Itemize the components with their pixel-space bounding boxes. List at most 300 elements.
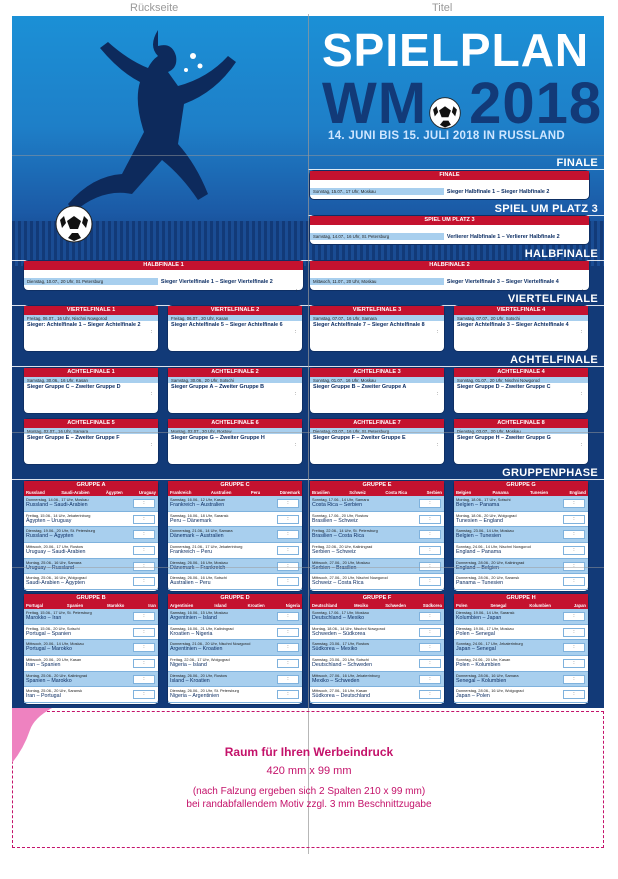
match-info: Samstag, 14.07., 16 Uhr, St. Petersburg: [310, 233, 444, 240]
fold-line: [12, 155, 604, 156]
match-teams: Russland – Ägypten: [26, 533, 74, 540]
group-team: Mexiko: [354, 603, 369, 608]
group-match-row: [168, 609, 302, 625]
score-field[interactable]: :: [419, 515, 441, 524]
match-teams: Portugal – Spanien: [26, 630, 72, 637]
match-info: Dienstag, 26.06., 16 Uhr, Sotschi: [170, 575, 227, 581]
group-team-list: [454, 489, 588, 496]
card-header: ACHTELFINALE 1: [24, 368, 158, 377]
score-field[interactable]: :: [133, 659, 155, 668]
group-team: Brasilien: [312, 490, 330, 495]
match-teams: Japan – Senegal: [456, 646, 496, 653]
match-info: Samstag, 16.06., 12 Uhr, Kasan: [170, 497, 226, 502]
score-field[interactable]: :: [133, 675, 155, 684]
group-card: [310, 594, 444, 704]
score-field[interactable]: :: [133, 499, 155, 508]
score-field[interactable]: :: [563, 628, 585, 637]
match-info: Samstag, 16.06., 18 Uhr, Saransk: [170, 512, 229, 518]
advertising-title: Raum für Ihren Werbeindruck: [224, 745, 394, 759]
score-field[interactable]: :: [150, 391, 152, 397]
group-card: [454, 594, 588, 704]
match-info: Montag, 25.06., 20 Uhr, Saransk: [26, 688, 83, 694]
group-team: Panama: [492, 490, 509, 495]
match-info: Mittwoch, 27.06., 20 Uhr, Nischni Nowgorod: [312, 575, 388, 581]
card-header: ACHTELFINALE 8: [454, 419, 588, 428]
match-info: Samstag, 23.06., 20 Uhr, Sotschi: [312, 657, 369, 663]
score-field[interactable]: :: [419, 690, 441, 699]
match-teams: Saudi-Arabien – Ägypten: [26, 580, 85, 587]
section-finale: FINALE: [556, 157, 598, 169]
match-info: Sonntag, 17.06., 14 Uhr, Samara: [312, 497, 369, 502]
match-teams: Russland – Saudi-Arabien: [26, 502, 88, 508]
match-info: Freitag, 06.07., 16 Uhr, Nischni Nowgorod: [24, 315, 158, 321]
group-match-row: [310, 609, 444, 625]
group-match-row: [24, 574, 158, 590]
match-card-achtelfinale-6: [168, 419, 302, 464]
group-team: Peru: [250, 490, 261, 495]
group-card: [310, 481, 444, 591]
match-teams: Sieger Gruppe F – Zweiter Gruppe E: [313, 435, 406, 441]
section-platz3: SPIEL UM PLATZ 3: [494, 203, 598, 215]
group-team: Ägypten: [105, 490, 123, 495]
match-teams: Deutschland – Schweden: [312, 662, 373, 669]
group-team: Spanien: [66, 603, 84, 608]
title-football-icon: [428, 96, 462, 130]
score-field[interactable]: :: [133, 515, 155, 524]
group-team: Argentinien: [170, 603, 194, 608]
card-header: ACHTELFINALE 7: [310, 419, 444, 428]
match-teams: Serbien – Schweiz: [312, 549, 356, 556]
match-teams: Marokko – Iran: [26, 615, 62, 621]
match-info: Donnerstag, 28.06., 20 Uhr, Saransk: [456, 575, 520, 581]
group-match-row: [310, 625, 444, 641]
score-field[interactable]: :: [436, 329, 438, 335]
card-header: VIERTELFINALE 3: [310, 306, 444, 315]
score-field[interactable]: :: [133, 546, 155, 555]
match-teams: Sieger Viertelfinale 1 – Sieger Viertelfinale 2: [160, 279, 273, 285]
match-teams: Sieger: Achtelfinale 1 – Sieger Achtelfinale 2: [27, 322, 141, 328]
group-team: Costa Rica: [385, 490, 408, 495]
group-team: Island: [214, 603, 227, 608]
match-info: Dienstag, 10.07., 20 Uhr, St. Petersburg: [24, 278, 158, 285]
match-teams: Sieger Achtelfinale 3 – Sieger Achtelfinale 4: [457, 322, 569, 328]
match-teams: Schweden – Südkorea: [312, 630, 366, 637]
score-field[interactable]: :: [150, 329, 152, 335]
match-teams: Brasilien – Schweiz: [312, 517, 358, 524]
score-field[interactable]: :: [419, 499, 441, 508]
section-viertelfinale: VIERTELFINALE: [507, 293, 598, 305]
match-info: Freitag, 15.06., 14 Uhr, Jekaterinburg: [26, 512, 91, 518]
match-info: Dienstag, 26.06., 20 Uhr, St. Petersburg: [170, 688, 239, 694]
match-info: Montag, 18.06., 14 Uhr, Nischni Nowgorod: [312, 625, 386, 631]
card-header: SPIEL UM PLATZ 3: [310, 216, 589, 225]
score-field[interactable]: :: [277, 562, 299, 571]
group-team: Polen: [456, 603, 468, 608]
fold-line: [12, 567, 604, 568]
card-header: ACHTELFINALE 5: [24, 419, 158, 428]
card-header: FINALE: [310, 171, 589, 180]
score-field[interactable]: :: [563, 499, 585, 508]
match-info: Donnerstag, 21.06., 20 Uhr, Nischni Nowgorod: [170, 641, 251, 647]
group-team: Serbien: [426, 490, 442, 495]
score-field[interactable]: :: [419, 562, 441, 571]
group-team: Südkorea: [422, 603, 442, 608]
match-teams: Argentinien – Kroatien: [170, 646, 223, 653]
match-info: Mittwoch, 20.06., 14 Uhr, Moskau: [26, 641, 84, 647]
match-info: Sonntag, 01.07., 16 Uhr, Moskau: [310, 377, 444, 383]
group-header: GRUPPE A: [24, 481, 158, 489]
match-teams: Sieger Gruppe D – Zweiter Gruppe C: [457, 384, 551, 390]
match-teams: Dänemark – Australien: [170, 533, 224, 540]
group-team: Iran: [148, 603, 156, 608]
group-team: Kroatien: [247, 603, 265, 608]
score-field[interactable]: :: [419, 675, 441, 684]
match-info: Freitag, 22.06., 20 Uhr, Kaliningrad: [312, 544, 373, 550]
group-team-list: [310, 489, 444, 496]
score-field[interactable]: :: [277, 530, 299, 539]
score-field[interactable]: :: [580, 391, 582, 397]
football-icon: [54, 204, 94, 244]
card-header: VIERTELFINALE 2: [168, 306, 302, 315]
group-team-list: [168, 489, 302, 496]
group-header: GRUPPE E: [310, 481, 444, 489]
score-field[interactable]: :: [580, 329, 582, 335]
group-team-list: [454, 602, 588, 609]
group-match-row: [310, 656, 444, 672]
score-field[interactable]: :: [295, 288, 297, 294]
group-team: Belgien: [456, 490, 472, 495]
match-card-achtelfinale-4: [454, 368, 588, 413]
group-match-row: [24, 496, 158, 512]
group-team: Senegal: [490, 603, 507, 608]
match-teams: Argentinien – Island: [170, 615, 217, 621]
match-info: Mittwoch, 27.06., 16 Uhr, Kasan: [312, 688, 368, 694]
label-back: Rückseite: [130, 2, 179, 14]
score-field[interactable]: :: [133, 562, 155, 571]
group-team-list: [24, 489, 158, 496]
match-card-viertelfinale-4: [454, 306, 588, 351]
group-match-row: [24, 609, 158, 625]
match-teams: Sieger Gruppe C – Zweiter Gruppe D: [27, 384, 121, 390]
group-match-row: [168, 574, 302, 590]
group-match-row: [310, 496, 444, 512]
group-match-row: [454, 609, 588, 625]
score-field[interactable]: :: [419, 643, 441, 652]
match-card-halbfinale-2: [310, 261, 589, 294]
group-header: GRUPPE F: [310, 594, 444, 602]
group-match-row: [310, 527, 444, 543]
match-info: Donnerstag, 28.06., 16 Uhr, Wolgograd: [456, 688, 524, 694]
score-field[interactable]: :: [294, 442, 296, 448]
group-match-row: [24, 656, 158, 672]
match-card-viertelfinale-1: [24, 306, 158, 351]
score-field[interactable]: :: [277, 628, 299, 637]
group-team: Japan: [573, 603, 586, 608]
match-info: Freitag, 15.06., 20 Uhr, Sotschi: [26, 625, 80, 631]
score-field[interactable]: :: [277, 577, 299, 586]
match-teams: Senegal – Kolumbien: [456, 677, 507, 684]
match-info: Montag, 18.06., 17 Uhr, Sotschi: [456, 497, 511, 502]
match-info: Samstag, 23.06., 14 Uhr, Moskau: [456, 528, 514, 534]
group-match-row: [168, 496, 302, 512]
group-team-list: [168, 602, 302, 609]
group-match-row: [24, 543, 158, 559]
match-info: Donnerstag, 28.06., 16 Uhr, Samara: [456, 672, 519, 678]
score-field[interactable]: :: [277, 499, 299, 508]
score-field[interactable]: :: [419, 546, 441, 555]
score-field[interactable]: :: [563, 675, 585, 684]
score-field[interactable]: :: [294, 329, 296, 335]
match-info: Sonntag, 17.06., 20 Uhr, Rostow: [312, 512, 369, 518]
score-field[interactable]: :: [563, 612, 585, 621]
group-match-row: [168, 543, 302, 559]
group-card: [168, 594, 302, 704]
section-halbfinale: HALBFINALE: [524, 248, 598, 260]
match-info: Freitag, 15.06., 17 Uhr, St. Petersburg: [26, 610, 92, 615]
score-field[interactable]: :: [133, 577, 155, 586]
match-info: Montag, 18.06., 20 Uhr, Wolgograd: [456, 512, 517, 518]
match-info: Donnerstag, 21.06., 14 Uhr, Samara: [170, 528, 233, 534]
group-header: GRUPPE H: [454, 594, 588, 602]
match-teams: Deutschland – Mexiko: [312, 615, 365, 621]
score-field[interactable]: :: [419, 659, 441, 668]
group-header: GRUPPE D: [168, 594, 302, 602]
group-team: Schweden: [385, 603, 406, 608]
match-info: Mittwoch, 20.06., 20 Uhr, Kasan: [26, 657, 82, 663]
match-teams: Verlierer Halbfinale 1 – Verlierer Halbfinale 2: [446, 234, 560, 240]
match-teams: Costa Rica – Serbien: [312, 502, 363, 508]
group-match-row: [454, 687, 588, 703]
match-info: Samstag, 23.06., 17 Uhr, Rostow: [312, 641, 370, 647]
match-info: Dienstag, 26.06., 16 Uhr, Moskau: [170, 559, 228, 565]
match-info: Samstag, 07.07., 20 Uhr, Sotschi: [454, 315, 588, 321]
group-header: GRUPPE C: [168, 481, 302, 489]
group-team: Kolumbien: [529, 603, 551, 608]
match-card-achtelfinale-2: [168, 368, 302, 413]
group-card: [168, 481, 302, 591]
match-teams: Polen – Senegal: [456, 630, 495, 637]
match-teams: Spanien – Marokko: [26, 677, 72, 684]
match-teams: Mexiko – Schweden: [312, 677, 360, 684]
group-match-row: [454, 527, 588, 543]
match-teams: Sieger Achtelfinale 5 – Sieger Achtelfinale 6: [171, 322, 283, 328]
match-info: Mittwoch, 27.06., 20 Uhr, Moskau: [312, 559, 370, 565]
group-team-list: [24, 602, 158, 609]
score-field[interactable]: :: [419, 612, 441, 621]
match-info: Sonntag, 24.06., 17 Uhr, Jekaterinburg: [456, 641, 523, 647]
match-teams: Frankreich – Peru: [170, 549, 213, 556]
match-info: Samstag, 30.06., 20 Uhr, Sotschi: [168, 377, 302, 383]
match-card-viertelfinale-2: [168, 306, 302, 351]
group-match-row: [454, 656, 588, 672]
score-field[interactable]: :: [419, 577, 441, 586]
group-card: [454, 481, 588, 591]
group-team: Schweiz: [349, 490, 366, 495]
match-info: Montag, 25.06., 16 Uhr, Wolgograd: [26, 575, 87, 581]
group-match-row: [168, 512, 302, 528]
match-card-achtelfinale-8: [454, 419, 588, 464]
group-match-row: [24, 527, 158, 543]
group-team: Nigeria: [285, 603, 300, 608]
match-info: Samstag, 16.06., 21 Uhr, Kaliningrad: [170, 625, 234, 631]
match-info: Sonntag, 01.07., 20 Uhr, Nischni Nowgorod: [454, 377, 588, 383]
match-teams: Südkorea – Mexiko: [312, 646, 358, 653]
match-teams: Polen – Kolumbien: [456, 662, 501, 669]
score-field[interactable]: :: [581, 198, 583, 204]
score-field[interactable]: :: [133, 690, 155, 699]
group-match-row: [310, 512, 444, 528]
advertising-note: (nach Falzung ergeben sich 2 Spalten 210 x 99 mm): [192, 786, 426, 797]
match-teams: Frankreich – Australien: [170, 502, 225, 508]
group-match-row: [454, 512, 588, 528]
score-field[interactable]: :: [277, 675, 299, 684]
match-info: Mittwoch, 27.06., 16 Uhr, Jekaterinburg: [312, 672, 380, 678]
score-field[interactable]: :: [563, 659, 585, 668]
match-teams: Sieger Viertelfinale 3 – Sieger Viertelfinale 4: [446, 279, 559, 285]
score-field[interactable]: :: [133, 612, 155, 621]
group-team-list: [310, 602, 444, 609]
group-match-row: [454, 574, 588, 590]
group-match-row: [168, 625, 302, 641]
group-match-row: [168, 640, 302, 656]
group-team: Marokko: [107, 603, 125, 608]
match-teams: Kroatien – Nigeria: [170, 630, 213, 637]
score-field[interactable]: :: [133, 643, 155, 652]
match-info: Sonntag, 24.06., 14 Uhr, Nischni Nowgorod: [456, 544, 531, 550]
group-match-row: [454, 625, 588, 641]
match-info: Sonntag, 24.06., 20 Uhr, Kasan: [456, 657, 511, 663]
score-field[interactable]: :: [419, 530, 441, 539]
group-match-row: [24, 625, 158, 641]
score-field[interactable]: :: [133, 530, 155, 539]
group-match-row: [310, 640, 444, 656]
group-match-row: [454, 672, 588, 688]
card-header: ACHTELFINALE 2: [168, 368, 302, 377]
score-field[interactable]: :: [563, 546, 585, 555]
score-field[interactable]: :: [563, 515, 585, 524]
score-field[interactable]: :: [581, 288, 583, 294]
match-teams: Sieger Gruppe E – Zweiter Gruppe F: [27, 435, 120, 441]
group-team: Deutschland: [312, 603, 338, 608]
section-gruppenphase: GRUPPENPHASE: [502, 467, 598, 479]
group-match-row: [168, 687, 302, 703]
group-match-row: [24, 672, 158, 688]
score-field[interactable]: :: [436, 442, 438, 448]
match-teams: Belgien – Tunesien: [456, 533, 502, 540]
group-team: Saudi-Arabien: [61, 490, 90, 495]
group-match-row: [168, 656, 302, 672]
group-header: GRUPPE B: [24, 594, 158, 602]
match-info: Mittwoch, 11.07., 20 Uhr, Moskau: [310, 278, 444, 285]
advertising-note: bei randabfallendem Motiv zzgl. 3 mm Beschnittzugabe: [186, 799, 432, 810]
match-card-achtelfinale-1: [24, 368, 158, 413]
match-card-halbfinale-1: [24, 261, 303, 294]
match-teams: Sieger Gruppe G – Zweiter Gruppe H: [171, 435, 265, 441]
match-teams: Schweiz – Costa Rica: [312, 580, 364, 587]
score-field[interactable]: :: [277, 643, 299, 652]
match-card-viertelfinale-3: [310, 306, 444, 351]
match-info: Donnerstag, 28.06., 20 Uhr, Kaliningrad: [456, 559, 525, 565]
match-teams: Südkorea – Deutschland: [312, 693, 371, 700]
match-card-achtelfinale-5: [24, 419, 158, 464]
score-field[interactable]: :: [277, 612, 299, 621]
score-field[interactable]: :: [563, 562, 585, 571]
match-info: Mittwoch, 20.06., 17 Uhr, Rostow: [26, 544, 84, 550]
label-front: Titel: [432, 2, 453, 14]
match-teams: Sieger Gruppe B – Zweiter Gruppe A: [313, 384, 407, 390]
score-field[interactable]: :: [419, 628, 441, 637]
group-team: Tunesien: [529, 490, 549, 495]
score-field[interactable]: :: [563, 690, 585, 699]
match-teams: Nigeria – Argentinien: [170, 693, 220, 700]
group-match-row: [24, 512, 158, 528]
group-team: Russland: [26, 490, 45, 495]
group-card: [24, 594, 158, 704]
group-match-row: [454, 496, 588, 512]
section-achtelfinale: ACHTELFINALE: [510, 354, 598, 366]
group-team: England: [569, 490, 586, 495]
card-header: ACHTELFINALE 6: [168, 419, 302, 428]
score-field[interactable]: :: [563, 577, 585, 586]
score-field[interactable]: :: [150, 442, 152, 448]
card-header: HALBFINALE 2: [310, 261, 589, 270]
score-field[interactable]: :: [563, 643, 585, 652]
match-teams: Sieger Gruppe H – Zweiter Gruppe G: [457, 435, 551, 441]
group-match-row: [310, 672, 444, 688]
score-field[interactable]: :: [277, 690, 299, 699]
card-header: VIERTELFINALE 1: [24, 306, 158, 315]
advertising-area: [12, 711, 604, 848]
group-match-row: [454, 640, 588, 656]
divider: [308, 169, 604, 170]
match-card-achtelfinale-7: [310, 419, 444, 464]
match-teams: Ägypten – Uruguay: [26, 517, 72, 524]
match-info: Sonntag, 15.07., 17 Uhr, Moskau: [310, 188, 444, 195]
match-teams: Panama – Tunesien: [456, 580, 504, 587]
poster-subtitle: 14. JUNI BIS 15. JULI 2018 IN RUSSLAND: [328, 130, 566, 142]
match-info: Samstag, 30.06., 16 Uhr, Kasan: [24, 377, 158, 383]
score-field[interactable]: :: [436, 391, 438, 397]
match-info: Sonntag, 17.06., 17 Uhr, Moskau: [312, 610, 369, 615]
group-match-row: [168, 527, 302, 543]
poster-title-wm: WM 2018: [322, 71, 603, 136]
match-teams: Nigeria – Island: [170, 662, 207, 669]
match-teams: Island – Kroatien: [170, 677, 210, 684]
score-field[interactable]: :: [580, 442, 582, 448]
group-team: Frankreich: [170, 490, 192, 495]
group-match-row: [310, 574, 444, 590]
match-teams: Uruguay – Saudi-Arabien: [26, 549, 86, 556]
match-teams: Portugal – Marokko: [26, 646, 72, 653]
match-card-finale: [310, 171, 589, 204]
match-info: Dienstag, 19.06., 17 Uhr, Moskau: [456, 625, 514, 631]
score-field[interactable]: :: [581, 243, 583, 249]
score-field[interactable]: :: [277, 659, 299, 668]
score-field[interactable]: :: [277, 546, 299, 555]
group-match-row: [24, 687, 158, 703]
group-team: Dänemark: [279, 490, 300, 495]
match-teams: Brasilien – Costa Rica: [312, 533, 365, 540]
score-field[interactable]: :: [133, 628, 155, 637]
match-teams: Sieger Gruppe A – Zweiter Gruppe B: [171, 384, 265, 390]
score-field[interactable]: :: [563, 530, 585, 539]
score-field[interactable]: :: [294, 391, 296, 397]
group-match-row: [310, 543, 444, 559]
score-field[interactable]: :: [277, 515, 299, 524]
match-teams: Sieger Achtelfinale 7 – Sieger Achtelfinale 8: [313, 322, 425, 328]
card-header: VIERTELFINALE 4: [454, 306, 588, 315]
advertising-size: 420 mm x 99 mm: [266, 765, 352, 777]
